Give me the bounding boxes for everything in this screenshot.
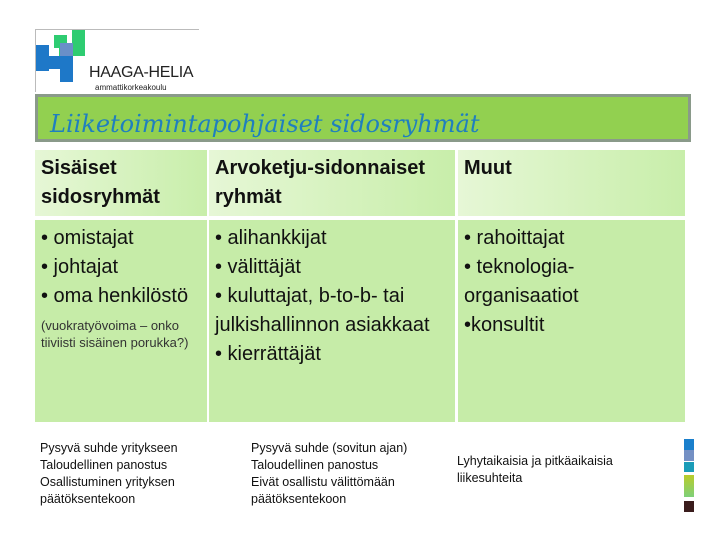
footer-line: Osallistuminen yrityksen päätöksentekoon [40,475,175,506]
footer-internal [40,440,210,508]
deco-bar-dark [684,501,694,512]
list-item: • omistajat [41,227,134,249]
footer-value-chain [251,440,441,508]
list-item: • alihankkijat [215,227,327,249]
footer-line: Taloudellinen panostus [251,458,379,472]
list-item: • kierrättäjät [215,343,321,365]
note: (vuokratyövoima – onko tiiviisti sisäinen porukka?) [41,318,189,350]
deco-bar-blue [684,439,694,450]
logo-subtitle: ammattikorkeakoulu [95,83,167,92]
footer-line: Lyhytaikaisia ja pitkäaikaisia liikesuhteita [457,454,613,485]
cell-internal [35,220,207,422]
header-internal: Sisäiset sidosryhmät [35,150,207,216]
list-item: • kuluttajat, b-to-b- tai julkishallinnon asiakkaat [215,285,430,336]
deco-bar-green [684,475,694,497]
list-item: • teknologia-organisaatiot [464,256,579,307]
deco-bar-teal [684,462,694,472]
footer-line: Taloudellinen panostus [40,458,168,472]
cell-other [458,220,685,422]
list-item: •konsultit [464,314,545,336]
list-item: • johtajat [41,256,119,278]
logo-name: HAAGA-HELIA [89,64,194,81]
footer-line: Pysyvä suhde yritykseen [40,441,178,455]
list-item: • oma henkilöstö [41,285,189,307]
header-value-chain: Arvoketju-sidonnaiset ryhmät [209,150,455,216]
page-title: Liiketoimintapohjaiset sidosryhmät [50,110,480,138]
list-item: • välittäjät [215,256,301,278]
footer-other [457,453,642,487]
deco-bar-lavender [684,450,694,461]
footer-line: Eivät osallistu välittömään päätöksentekoon [251,475,395,506]
footer-line: Pysyvä suhde (sovitun ajan) [251,441,408,455]
header-other: Muut [458,150,685,216]
cell-value-chain [209,220,455,422]
list-item: • rahoittajat [464,227,565,249]
logo [35,29,199,92]
title-bar [35,94,691,142]
